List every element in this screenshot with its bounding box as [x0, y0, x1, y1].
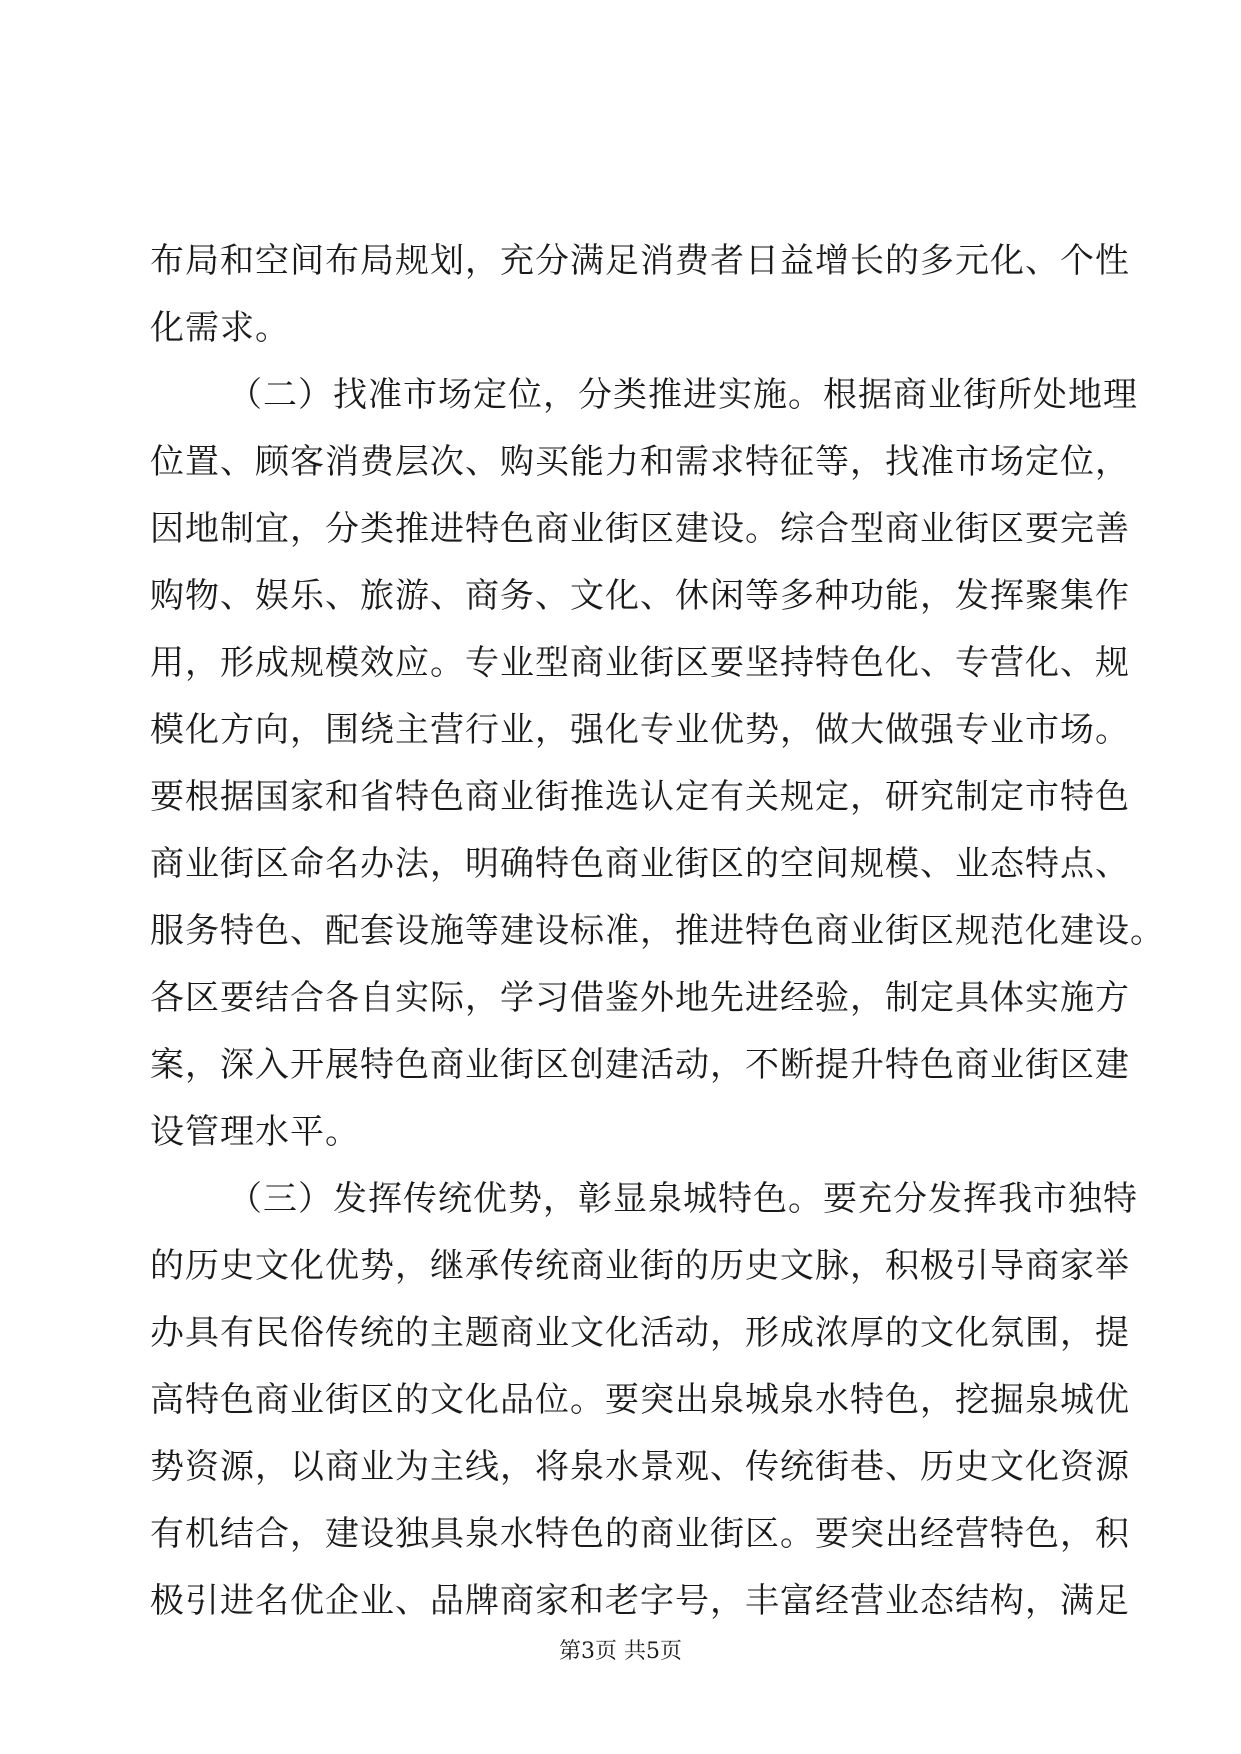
- text-line: （二）找准市场定位，分类推进实施。根据商业街所处地理: [228, 375, 1138, 415]
- text-line: 购物、娱乐、旅游、商务、文化、休闲等多种功能，发挥聚集作: [150, 576, 1130, 616]
- text-line: 布局和空间布局规划，充分满足消费者日益增长的多元化、个性: [150, 241, 1130, 281]
- text-line: 高特色商业街区的文化品位。要突出泉城泉水特色，挖掘泉城优: [150, 1380, 1130, 1420]
- text-line: 用，形成规模效应。专业型商业街区要坚持特色化、专营化、规: [150, 643, 1130, 683]
- text-line: 办具有民俗传统的主题商业文化活动，形成浓厚的文化氛围，提: [150, 1313, 1130, 1353]
- text-line: 商业街区命名办法，明确特色商业街区的空间规模、业态特点、: [150, 844, 1130, 884]
- page-footer: 第3页 共5页: [559, 1639, 682, 1664]
- text-line: 极引进名优企业、品牌商家和老字号，丰富经营业态结构，满足: [150, 1581, 1130, 1621]
- body-text: [150, 228, 1165, 1635]
- text-line: 势资源，以商业为主线，将泉水景观、传统街巷、历史文化资源: [150, 1447, 1130, 1487]
- text-line: （三）发挥传统优势，彰显泉城特色。要充分发挥我市独特: [228, 1179, 1138, 1219]
- text-line: 案，深入开展特色商业街区创建活动，不断提升特色商业街区建: [150, 1045, 1130, 1085]
- text-line: 化需求。: [150, 308, 290, 348]
- text-line: 要根据国家和省特色商业街推选认定有关规定，研究制定市特色: [150, 777, 1130, 817]
- text-line: 模化方向，围绕主营行业，强化专业优势，做大做强专业市场。: [150, 710, 1130, 750]
- text-line: 的历史文化优势，继承传统商业街的历史文脉，积极引导商家举: [150, 1246, 1130, 1286]
- text-line: 位置、顾客消费层次、购买能力和需求特征等，找准市场定位，: [150, 442, 1130, 482]
- text-line: 设管理水平。: [150, 1112, 360, 1152]
- text-line: 各区要结合各自实际，学习借鉴外地先进经验，制定具体实施方: [150, 978, 1130, 1018]
- text-line: 因地制宜，分类推进特色商业街区建设。综合型商业街区要完善: [150, 509, 1130, 549]
- text-line: 服务特色、配套设施等建设标准，推进特色商业街区规范化建设。: [150, 911, 1165, 951]
- text-line: 有机结合，建设独具泉水特色的商业街区。要突出经营特色，积: [150, 1514, 1130, 1554]
